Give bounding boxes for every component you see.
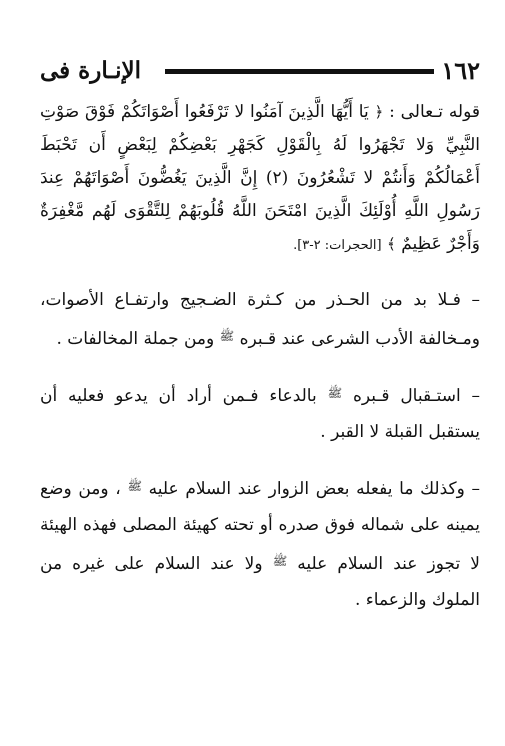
paragraph-1 xyxy=(40,282,480,357)
paragraph-text: – وكذلك ما يفعله بعض الزوار عند السلام عليه xyxy=(148,479,481,499)
verse-reference: [الحجرات: ٢-٣]. xyxy=(293,238,382,253)
verse-open-ornament: ﴿ xyxy=(374,103,384,121)
quran-verse xyxy=(40,96,480,264)
verse-text: يَا أَيُّهَا الَّذِينَ آمَنُوا لا تَرْفَعُوا أَصْوَاتَكُمْ فَوْقَ صَوْتِ النَّبِيِّ وَلا تَجْهَرُوا لَهُ بِالْقَوْلِ كَجَهْرِ بَعْضِكُمْ لِبَعْضٍ أَن تَحْبَطَ أَعْمَالُكُمْ وَأَنتُمْ لا تَشْعُرُونَ xyxy=(40,102,480,188)
salutation-glyph: ﷺ xyxy=(327,386,343,400)
salutation-glyph: ﷺ xyxy=(272,554,288,568)
paragraph-text: بالدعاء فـمن أراد أن يدعو فعليه أن يستقبل القبلة لا القبر . xyxy=(40,386,480,442)
salutation-glyph: ﷺ xyxy=(219,329,235,343)
paragraph-3 xyxy=(40,468,480,618)
salutation-glyph: ﷺ xyxy=(127,479,142,493)
verse-text-continued: إِنَّ الَّذِينَ يَغُضُّونَ أَصْوَاتَهُمْ عِندَ رَسُولِ اللَّهِ أُوْلَئِكَ الَّذِينَ امْتَحَنَ اللَّهُ قُلُوبَهُمْ لِلتَّقْوَى لَهُم مَّغْفِرَةٌ وَأَجْرٌ عَظِيمٌ xyxy=(40,168,480,254)
paragraph-text: ، ومن وضع يمينه على شماله فوق صدره أو تحته كهيئة المصلى فهذه الهيئة لا تجوز عند السلام عليه xyxy=(40,479,480,574)
verse-intro: قوله تـعالى : xyxy=(389,102,481,122)
paragraph-2 xyxy=(40,375,480,450)
paragraph-text: ومن جملة المخالفات . xyxy=(56,329,215,349)
page-body xyxy=(40,96,480,636)
running-title: الإنـارة فى xyxy=(40,57,141,84)
page-number: ١٦٢ xyxy=(441,56,480,85)
paragraph-text: – استـقبال قـبره xyxy=(352,386,481,406)
paragraph-text: ولا عند السلام على غيره من الملوك والزعماء . xyxy=(40,554,480,610)
paragraph-text: – فـلا بد من الحـذر من كـثرة الضـجيج وارتفـاع الأصوات، ومـخالفة الأدب الشرعى عند قـبره xyxy=(40,290,480,349)
verse-number-marker: (٢) xyxy=(265,168,289,188)
header-rule xyxy=(165,69,434,74)
verse-close-ornament: ﴾ xyxy=(387,235,396,253)
page-header xyxy=(40,54,480,88)
